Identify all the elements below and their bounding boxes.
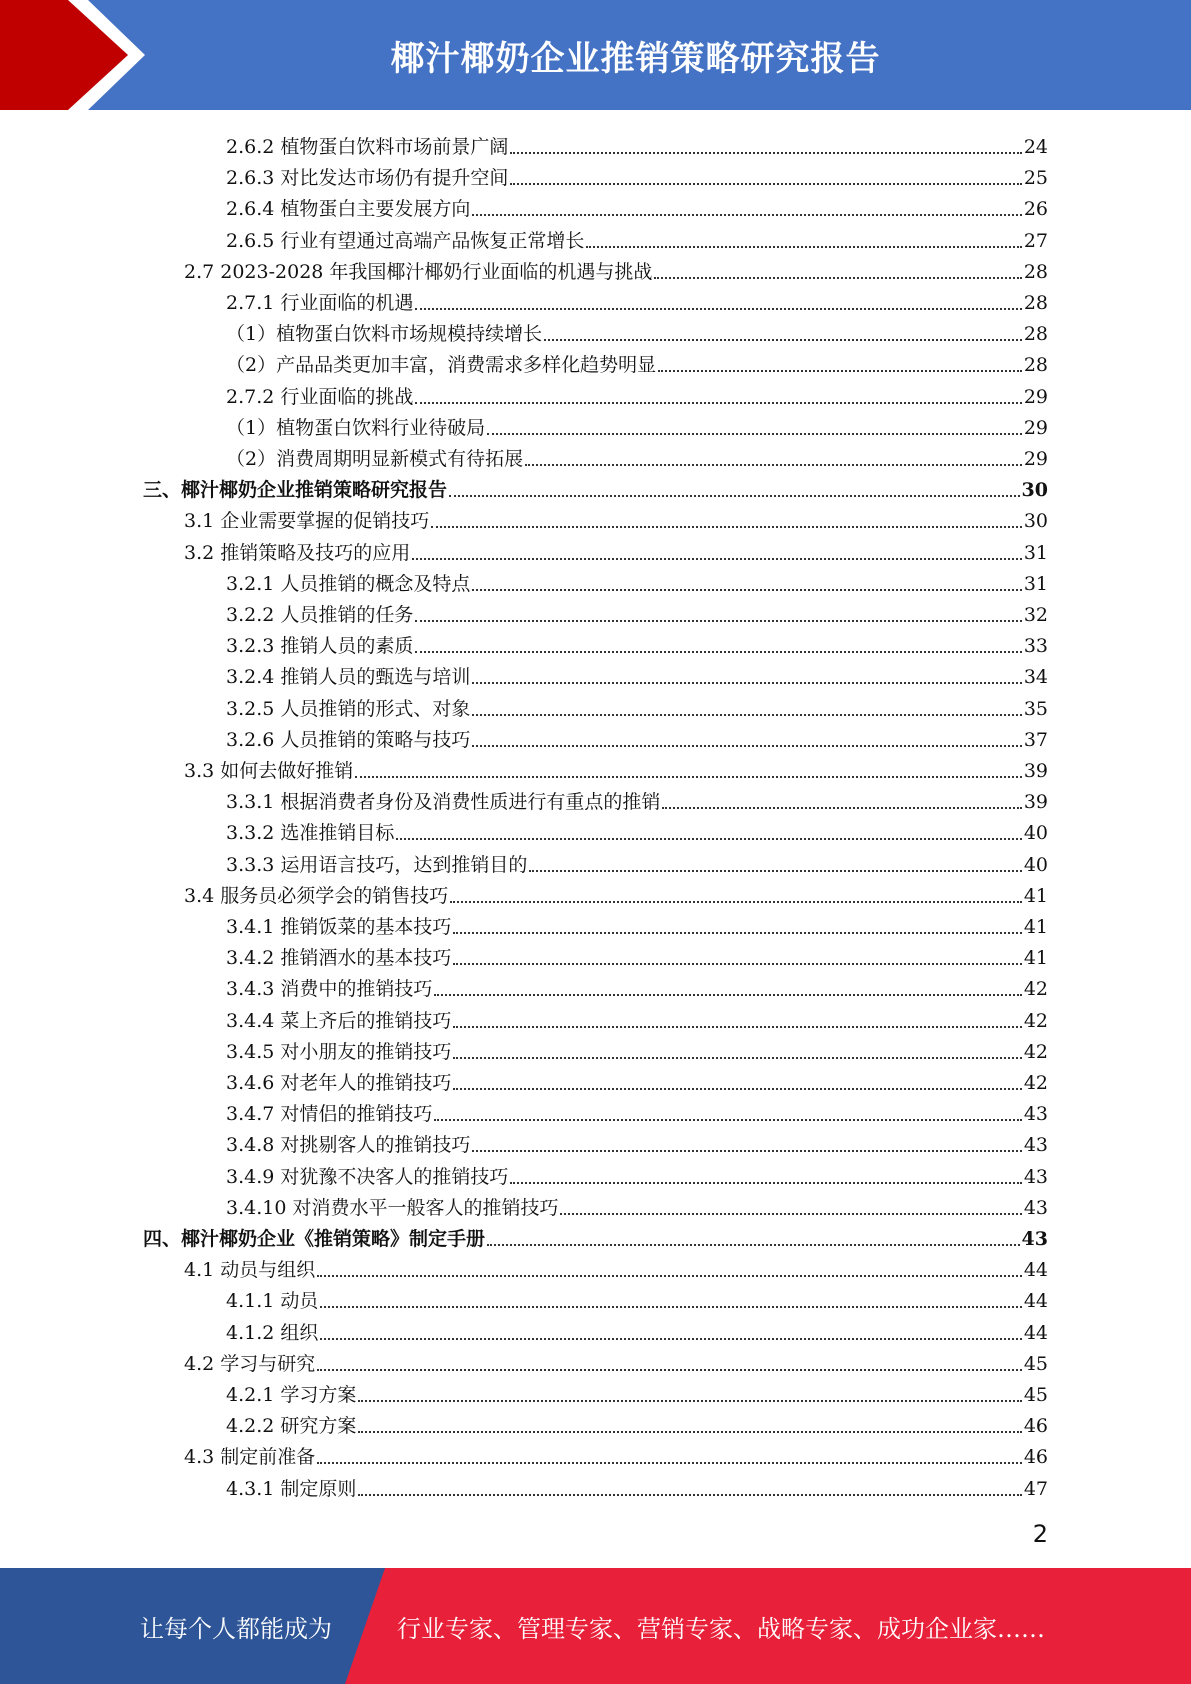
toc-entry[interactable] xyxy=(226,284,1048,315)
toc-dot-leader xyxy=(453,912,1021,934)
toc-entry-page: 30 xyxy=(1021,479,1048,502)
toc-dot-leader xyxy=(472,662,1021,684)
toc-dot-leader xyxy=(487,413,1022,435)
toc-entry-title: 3.4.5 对小朋友的推销技巧 xyxy=(226,1040,452,1063)
toc-dot-leader xyxy=(560,1193,1021,1215)
toc-entry[interactable] xyxy=(184,1251,1048,1282)
toc-entry-title: 3.2.6 人员推销的策略与技巧 xyxy=(226,728,471,751)
toc-entry-page: 45 xyxy=(1023,1384,1048,1406)
toc-entry-page: 27 xyxy=(1023,229,1048,252)
toc-dot-leader xyxy=(487,1224,1020,1246)
toc-entry-title: （2）产品品类更加丰富，消费需求多样化趋势明显 xyxy=(226,354,657,377)
toc-entry-page: 43 xyxy=(1023,1103,1048,1126)
toc-entry-title: 三、椰汁椰奶企业推销策略研究报告 xyxy=(143,479,448,502)
toc-dot-leader xyxy=(317,1349,1022,1371)
toc-entry[interactable] xyxy=(226,128,1048,159)
toc-dot-leader xyxy=(449,475,1020,497)
toc-entry-title: 3.2 推销策略及技巧的应用 xyxy=(184,541,411,564)
toc-dot-leader xyxy=(358,1380,1021,1402)
toc-entry-page: 30 xyxy=(1023,510,1048,533)
toc-entry[interactable] xyxy=(226,1033,1048,1064)
toc-entry[interactable] xyxy=(226,315,1048,346)
toc-entry-page: 39 xyxy=(1023,791,1048,814)
toc-entry-page: 40 xyxy=(1023,822,1048,845)
toc-entry-title: 3.4.10 对消费水平一般客人的推销技巧 xyxy=(226,1196,559,1219)
toc-entry[interactable] xyxy=(184,1438,1048,1469)
toc-entry[interactable] xyxy=(226,159,1048,190)
toc-dot-leader xyxy=(453,943,1021,965)
footer-slogan-left: 让每个人都能成为 xyxy=(140,1614,332,1643)
toc-entry[interactable] xyxy=(226,1064,1048,1095)
toc-entry[interactable] xyxy=(226,846,1048,877)
toc-entry-page: 42 xyxy=(1023,978,1048,1001)
page-header xyxy=(0,0,1191,110)
toc-dot-leader xyxy=(472,694,1021,716)
toc-entry-title: 3.4.2 推销酒水的基本技巧 xyxy=(226,947,452,970)
toc-entry-title: 2.7 2023-2028 年我国椰汁椰奶行业面临的机遇与挑战 xyxy=(184,260,653,283)
toc-dot-leader xyxy=(415,631,1021,653)
toc-dot-leader xyxy=(320,1318,1021,1340)
toc-entry-title: 3.4.8 对挑剔客人的推销技巧 xyxy=(226,1134,471,1157)
toc-entry-title: 4.3.1 制定原则 xyxy=(226,1477,357,1500)
toc-entry[interactable] xyxy=(184,752,1048,783)
toc-entry[interactable] xyxy=(226,409,1048,440)
toc-entry-title: 2.7.2 行业面临的挑战 xyxy=(226,385,414,408)
toc-entry-page: 47 xyxy=(1023,1477,1048,1500)
toc-entry-page: 29 xyxy=(1023,448,1048,470)
toc-dot-leader xyxy=(317,1255,1022,1277)
toc-entry-page: 40 xyxy=(1023,853,1048,876)
toc-entry-page: 35 xyxy=(1023,697,1048,720)
toc-entry[interactable] xyxy=(226,1314,1048,1345)
toc-entry-page: 31 xyxy=(1023,541,1048,564)
toc-entry[interactable] xyxy=(226,908,1048,939)
toc-entry[interactable] xyxy=(184,253,1048,284)
toc-entry-page: 28 xyxy=(1023,260,1048,283)
toc-entry-page: 24 xyxy=(1023,136,1048,158)
toc-dot-leader xyxy=(453,1068,1021,1090)
toc-entry-page: 32 xyxy=(1023,604,1048,626)
toc-entry-title: 2.7.1 行业面临的机遇 xyxy=(226,292,414,314)
toc-entry-page: 37 xyxy=(1023,728,1048,751)
toc-entry[interactable] xyxy=(226,1002,1048,1033)
toc-entry[interactable] xyxy=(226,939,1048,970)
toc-entry-title: 3.1 企业需要掌握的促销技巧 xyxy=(184,510,430,533)
toc-entry-title: 4.2.1 学习方案 xyxy=(226,1384,357,1406)
toc-entry-title: 4.1.1 动员 xyxy=(226,1290,319,1313)
toc-entry-page: 39 xyxy=(1023,760,1048,782)
toc-entry-page: 43 xyxy=(1021,1228,1048,1250)
toc-entry[interactable] xyxy=(184,502,1048,533)
toc-entry-page: 33 xyxy=(1023,635,1048,658)
toc-dot-leader xyxy=(472,194,1021,216)
toc-entry-title: 3.4.4 菜上齐后的推销技巧 xyxy=(226,1009,452,1032)
toc-dot-leader xyxy=(415,382,1021,404)
toc-entry-title: 4.2.2 研究方案 xyxy=(226,1415,357,1438)
toc-entry-title: 3.4.3 消费中的推销技巧 xyxy=(226,978,433,1001)
toc-dot-leader xyxy=(450,881,1022,903)
toc-entry-page: 46 xyxy=(1023,1415,1048,1438)
toc-dot-leader xyxy=(396,818,1021,840)
toc-entry[interactable] xyxy=(226,970,1048,1001)
toc-dot-leader xyxy=(358,1411,1021,1433)
footer-slogan-right: 行业专家、管理专家、营销专家、战略专家、成功企业家…… xyxy=(397,1614,1045,1643)
toc-entry-title: 3.3.1 根据消费者身份及消费性质进行有重点的推销 xyxy=(226,791,661,814)
toc-entry[interactable] xyxy=(226,1407,1048,1438)
toc-entry[interactable] xyxy=(184,877,1048,908)
toc-entry-page: 43 xyxy=(1023,1165,1048,1188)
toc-entry[interactable] xyxy=(184,1345,1048,1376)
toc-entry-page: 41 xyxy=(1023,947,1048,970)
toc-entry[interactable] xyxy=(226,222,1048,253)
toc-dot-leader xyxy=(586,226,1021,248)
toc-entry[interactable] xyxy=(143,471,1048,502)
toc-entry-title: （2）消费周期明显新模式有待拓展 xyxy=(226,448,524,470)
toc-dot-leader xyxy=(529,850,1021,872)
toc-entry-title: 3.2.4 推销人员的甄选与培训 xyxy=(226,666,471,689)
toc-entry-title: 3.4.9 对犹豫不决客人的推销技巧 xyxy=(226,1165,509,1188)
toc-entry-title: 3.3 如何去做好推销 xyxy=(184,760,354,782)
toc-entry-title: 3.4 服务员必须学会的销售技巧 xyxy=(184,884,449,907)
toc-entry[interactable] xyxy=(226,690,1048,721)
toc-dot-leader xyxy=(654,257,1021,279)
toc-dot-leader xyxy=(658,350,1022,372)
toc-entry[interactable] xyxy=(184,534,1048,565)
report-title: 椰汁椰奶企业推销策略研究报告 xyxy=(390,38,881,79)
toc-entry[interactable] xyxy=(226,1470,1048,1501)
toc-dot-leader xyxy=(510,163,1021,185)
toc-entry-title: 4.3 制定前准备 xyxy=(184,1446,316,1469)
toc-entry[interactable] xyxy=(226,346,1048,377)
toc-dot-leader xyxy=(453,1037,1021,1059)
toc-dot-leader xyxy=(431,506,1022,528)
toc-entry-title: 2.6.4 植物蛋白主要发展方向 xyxy=(226,198,471,221)
toc-entry-title: 2.6.5 行业有望通过高端产品恢复正常增长 xyxy=(226,229,585,252)
toc-entry-page: 42 xyxy=(1023,1009,1048,1032)
toc-entry-title: 3.2.5 人员推销的形式、对象 xyxy=(226,697,471,720)
page-footer xyxy=(0,1568,1191,1684)
toc-dot-leader xyxy=(472,725,1021,747)
toc-entry[interactable] xyxy=(226,627,1048,658)
toc-entry-title: 3.2.1 人员推销的概念及特点 xyxy=(226,572,471,595)
toc-entry-title: 四、椰汁椰奶企业《推销策略》制定手册 xyxy=(143,1228,486,1250)
toc-entry-page: 44 xyxy=(1023,1321,1048,1344)
toc-entry-title: 2.6.3 对比发达市场仍有提升空间 xyxy=(226,167,509,190)
toc-entry-title: 4.2 学习与研究 xyxy=(184,1352,316,1375)
toc-dot-leader xyxy=(510,132,1021,154)
toc-entry-page: 31 xyxy=(1023,572,1048,595)
toc-dot-leader xyxy=(510,1162,1021,1184)
toc-entry[interactable] xyxy=(226,190,1048,221)
toc-entry-title: 3.3.3 运用语言技巧，达到推销目的 xyxy=(226,853,528,876)
toc-entry-page: 42 xyxy=(1023,1040,1048,1063)
toc-entry-title: 3.2.3 推销人员的素质 xyxy=(226,635,414,658)
page-number: 2 xyxy=(1032,1520,1048,1548)
toc-entry-title: 3.4.1 推销饭菜的基本技巧 xyxy=(226,916,452,938)
toc-entry-title: （1）植物蛋白饮料行业待破局 xyxy=(226,416,486,439)
toc-dot-leader xyxy=(453,1006,1021,1028)
toc-entry-page: 34 xyxy=(1023,666,1048,689)
toc-entry[interactable] xyxy=(226,440,1048,471)
toc-dot-leader xyxy=(525,444,1022,466)
toc-entry-page: 44 xyxy=(1023,1290,1048,1313)
toc-dot-leader xyxy=(355,756,1022,778)
toc-dot-leader xyxy=(434,974,1021,996)
toc-dot-leader xyxy=(472,569,1021,591)
toc-entry[interactable] xyxy=(226,1189,1048,1220)
toc-entry[interactable] xyxy=(226,1376,1048,1407)
toc-entry-title: 3.4.6 对老年人的推销技巧 xyxy=(226,1072,452,1094)
toc-entry[interactable] xyxy=(226,658,1048,689)
toc-dot-leader xyxy=(434,1099,1021,1121)
toc-entry[interactable] xyxy=(226,1095,1048,1126)
toc-dot-leader xyxy=(415,288,1021,310)
toc-entry-page: 28 xyxy=(1023,323,1048,346)
toc-entry-page: 42 xyxy=(1023,1072,1048,1094)
toc-entry[interactable] xyxy=(226,378,1048,409)
toc-entry-title: 3.4.7 对情侣的推销技巧 xyxy=(226,1103,433,1126)
toc-entry-title: 2.6.2 植物蛋白饮料市场前景广阔 xyxy=(226,136,509,158)
toc-dot-leader xyxy=(358,1474,1021,1496)
toc-dot-leader xyxy=(317,1442,1022,1464)
toc-dot-leader xyxy=(415,600,1021,622)
toc-entry-title: 4.1.2 组织 xyxy=(226,1321,319,1344)
toc-entry[interactable] xyxy=(143,1220,1048,1251)
toc-dot-leader xyxy=(472,1130,1021,1152)
toc-entry[interactable] xyxy=(226,596,1048,627)
toc-entry[interactable] xyxy=(226,1126,1048,1157)
toc-entry-title: 4.1 动员与组织 xyxy=(184,1259,316,1282)
toc-entry-title: 3.3.2 选准推销目标 xyxy=(226,822,395,845)
toc-entry-page: 26 xyxy=(1023,198,1048,221)
toc-entry[interactable] xyxy=(226,814,1048,845)
toc-entry-title: 3.2.2 人员推销的任务 xyxy=(226,604,414,626)
toc-entry[interactable] xyxy=(226,1158,1048,1189)
toc-dot-leader xyxy=(544,319,1022,341)
toc-entry-page: 28 xyxy=(1023,292,1048,314)
toc-entry[interactable] xyxy=(226,1282,1048,1313)
toc-entry-page: 25 xyxy=(1023,167,1048,190)
toc-entry-page: 43 xyxy=(1023,1134,1048,1157)
toc-entry-title: （1）植物蛋白饮料市场规模持续增长 xyxy=(226,323,543,346)
header-arrow-decoration xyxy=(0,0,150,110)
toc-dot-leader xyxy=(662,787,1021,809)
toc-dot-leader xyxy=(412,538,1022,560)
toc-entry-page: 41 xyxy=(1023,916,1048,938)
toc-entry-page: 41 xyxy=(1023,884,1048,907)
toc-entry[interactable] xyxy=(226,565,1048,596)
toc-entry-page: 43 xyxy=(1023,1196,1048,1219)
toc-entry[interactable] xyxy=(226,783,1048,814)
toc-entry-page: 46 xyxy=(1023,1446,1048,1469)
toc-entry-page: 29 xyxy=(1023,416,1048,439)
toc-entry-page: 44 xyxy=(1023,1259,1048,1282)
toc-entry-page: 29 xyxy=(1023,385,1048,408)
toc-dot-leader xyxy=(320,1286,1021,1308)
toc-entry-page: 28 xyxy=(1023,354,1048,377)
toc-entry[interactable] xyxy=(226,721,1048,752)
toc-entry-page: 45 xyxy=(1023,1352,1048,1375)
